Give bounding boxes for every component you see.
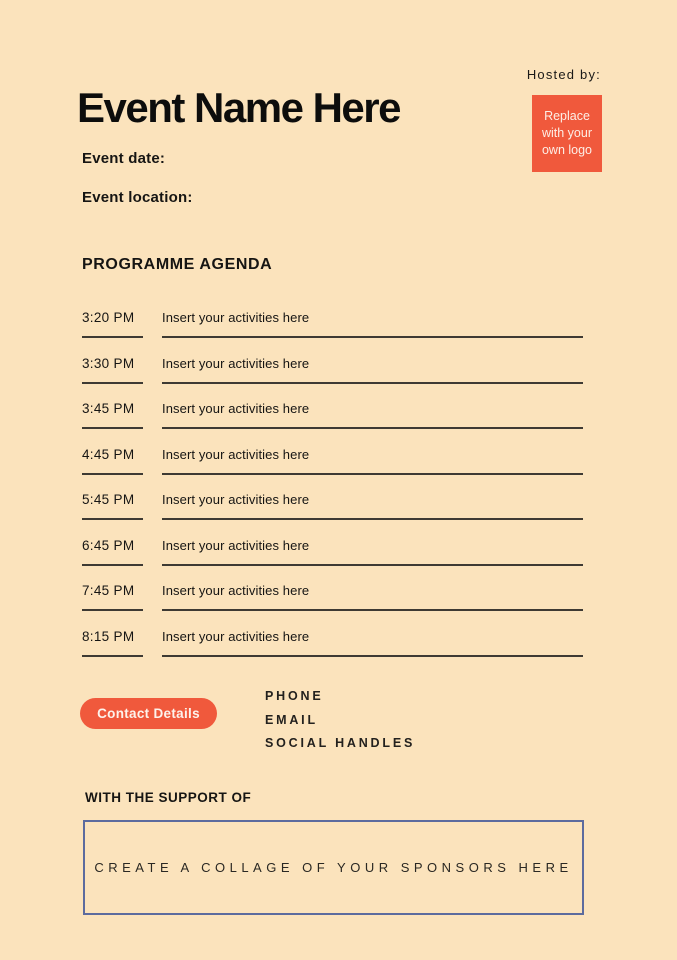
support-heading: WITH THE SUPPORT OF [85,790,252,805]
contact-list [265,685,415,756]
contact-details-button[interactable]: Contact Details [80,698,217,729]
hosted-by-label: Hosted by: [526,67,601,82]
agenda-row [82,538,583,566]
agenda-time: 5:45 PM [82,492,143,520]
contact-item-phone: PHONE [265,689,324,703]
agenda-activity-placeholder[interactable]: Insert your activities here [162,583,583,611]
agenda-time: 3:45 PM [82,401,143,429]
agenda-row [82,492,583,520]
logo-placeholder-text: Replace with your own logo [541,109,593,157]
agenda-time: 3:30 PM [82,356,143,384]
sponsor-collage-box[interactable] [83,820,584,915]
agenda-row [82,401,583,429]
programme-agenda-heading: PROGRAMME AGENDA [82,256,273,273]
agenda-row [82,310,583,338]
agenda-time: 8:15 PM [82,629,143,657]
event-location-label: Event location: [82,189,193,206]
agenda-row [82,583,583,611]
event-title: Event Name Here [77,84,400,131]
agenda-list [82,310,583,674]
agenda-time: 4:45 PM [82,447,143,475]
sponsor-collage-placeholder: CREATE A COLLAGE OF YOUR SPONSORS HERE [94,860,573,875]
agenda-activity-placeholder[interactable]: Insert your activities here [162,401,583,429]
agenda-activity-placeholder[interactable]: Insert your activities here [162,629,583,657]
agenda-time: 7:45 PM [82,583,143,611]
contact-item-social-handles: SOCIAL HANDLES [265,736,416,750]
agenda-row [82,447,583,475]
agenda-row [82,629,583,657]
agenda-activity-placeholder[interactable]: Insert your activities here [162,356,583,384]
agenda-time: 6:45 PM [82,538,143,566]
agenda-row [82,356,583,384]
agenda-activity-placeholder[interactable]: Insert your activities here [162,310,583,338]
event-date-label: Event date: [82,150,166,167]
agenda-activity-placeholder[interactable]: Insert your activities here [162,538,583,566]
agenda-time: 3:20 PM [82,310,143,338]
agenda-activity-placeholder[interactable]: Insert your activities here [162,492,583,520]
contact-item-email: EMAIL [265,712,318,727]
logo-placeholder-box[interactable] [532,95,602,172]
agenda-activity-placeholder[interactable]: Insert your activities here [162,447,583,475]
